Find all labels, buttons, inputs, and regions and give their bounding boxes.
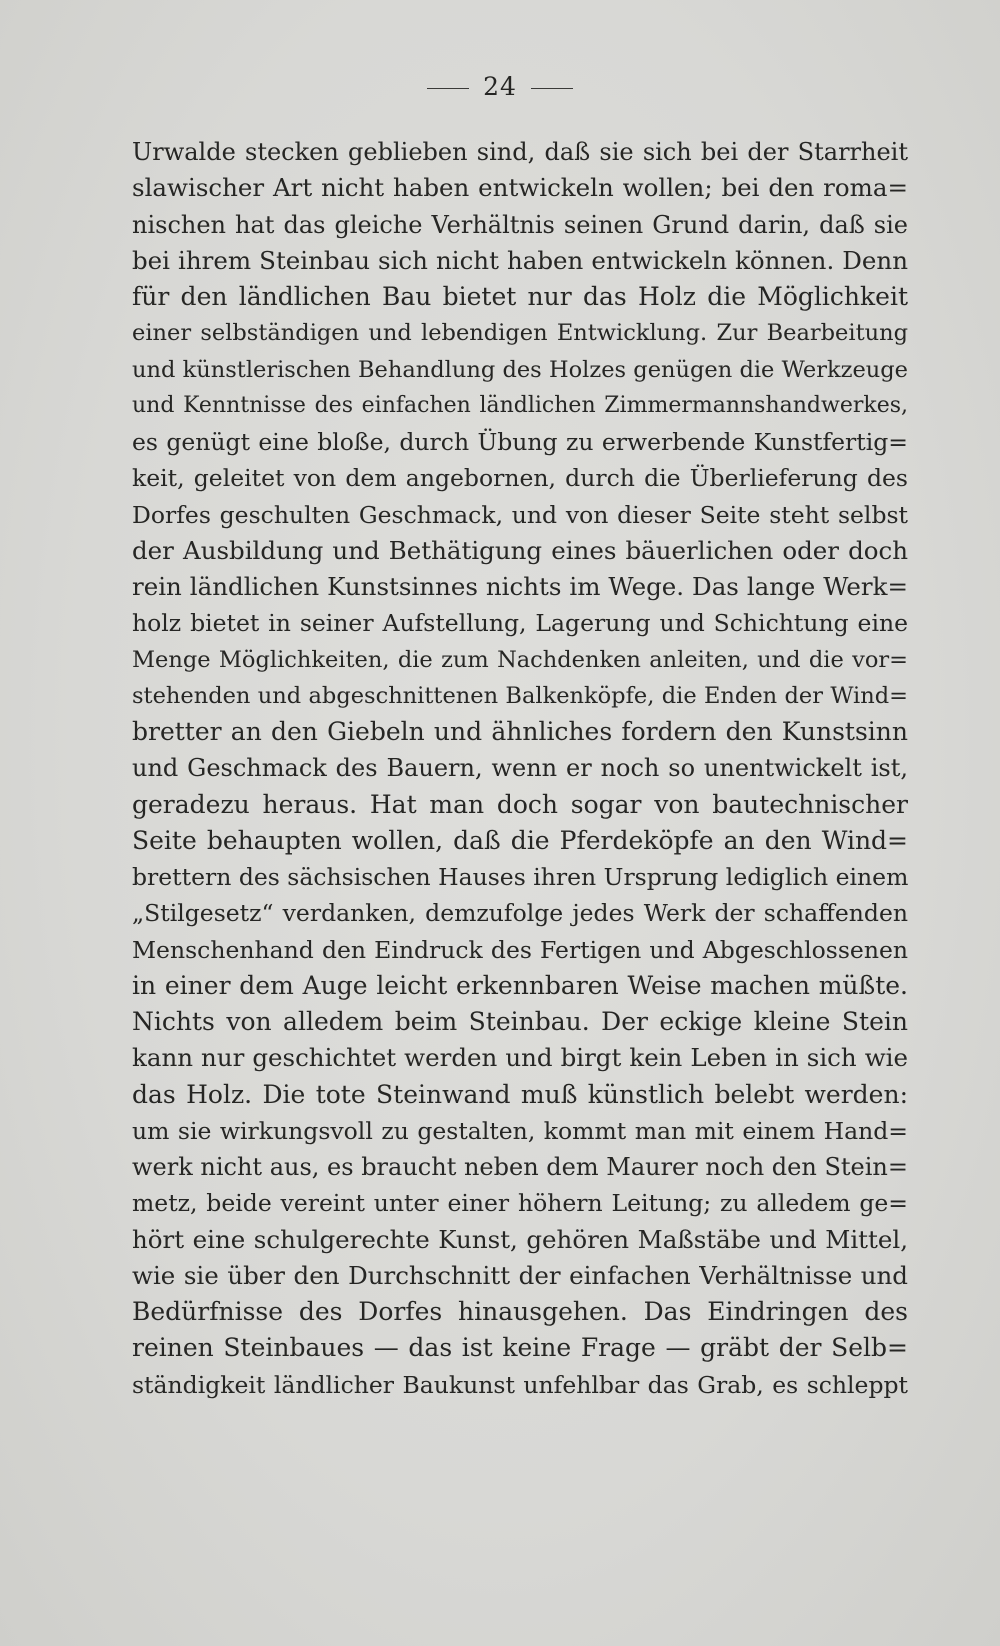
header-dash-left	[427, 88, 469, 89]
text-line: bei ihrem Steinbau sich nicht haben entwickeln können. Denn	[132, 245, 908, 275]
page-number: 24	[483, 72, 517, 101]
text-line: werk nicht aus, es braucht neben dem Maurer noch den Stein=	[132, 1153, 908, 1181]
text-line: für den ländlichen Bau bietet nur das Holz die Möglichkeit	[132, 282, 908, 311]
text-line: und Geschmack des Bauern, wenn er noch so unentwickelt ist,	[132, 754, 908, 783]
text-line: rein ländlichen Kunstsinnes nichts im Wege. Das lange Werk=	[132, 572, 908, 601]
text-line: keit, geleitet von dem angebornen, durch die Überlieferung des	[132, 464, 908, 493]
text-line: und künstlerischen Behandlung des Holzes genügen die Werkzeuge	[132, 356, 908, 383]
body-text	[132, 134, 908, 1403]
text-line: metz, beide vereint unter einer höhern Leitung; zu alledem ge=	[132, 1189, 908, 1218]
text-line: slawischer Art nicht haben entwickeln wollen; bei den roma=	[132, 173, 908, 203]
text-line: und Kenntnisse des einfachen ländlichen Zimmermannshandwerkes,	[132, 392, 908, 418]
text-line: es genügt eine bloße, durch Übung zu erwerbende Kunstfertig=	[132, 428, 908, 456]
text-line: wie sie über den Durchschnitt der einfachen Verhältnisse und	[132, 1260, 908, 1290]
header-dash-right	[531, 88, 573, 89]
text-line: Nichts von alledem beim Steinbau. Der eckige kleine Stein	[132, 1007, 908, 1036]
text-line: „Stilgesetz“ verdanken, demzufolge jedes Werk der schaffenden	[132, 899, 908, 928]
text-line: der Ausbildung und Bethätigung eines bäuerlichen oder doch	[132, 535, 908, 565]
text-line: brettern des sächsischen Hauses ihren Ursprung lediglich einem	[132, 863, 909, 891]
text-line: das Holz. Die tote Steinwand muß künstlich belebt werden:	[132, 1079, 908, 1109]
text-line: in einer dem Auge leicht erkennbaren Weise machen müßte.	[132, 970, 908, 1000]
text-line: nischen hat das gleiche Verhältnis seinen Grund darin, daß sie	[132, 210, 908, 239]
text-line: Seite behaupten wollen, daß die Pferdeköpfe an den Wind=	[132, 825, 908, 855]
text-line: bretter an den Giebeln und ähnliches fordern den Kunstsinn	[132, 717, 908, 746]
text-line: reinen Steinbaues — das ist keine Frage — gräbt der Selb=	[132, 1333, 908, 1363]
text-line: Dorfes geschulten Geschmack, und von dieser Seite steht selbst	[132, 500, 908, 529]
text-line: ständigkeit ländlicher Baukunst unfehlbar das Grab, es schleppt	[132, 1370, 908, 1399]
text-line: Menschenhand den Eindruck des Fertigen und Abgeschlossenen	[132, 935, 908, 964]
text-line: Menge Möglichkeiten, die zum Nachdenken anleiten, und die vor=	[132, 646, 908, 673]
text-line: geradezu heraus. Hat man doch sogar von bautechnischer	[132, 789, 908, 819]
text-line: Bedürfnisse des Dorfes hinausgehen. Das Eindringen des	[132, 1297, 908, 1326]
text-line: Urwalde stecken geblieben sind, daß sie sich bei der Starrheit	[132, 138, 908, 166]
page-header	[0, 72, 1000, 101]
text-line: stehenden und abgeschnittenen Balkenköpfe, die Enden der Wind=	[132, 682, 908, 709]
text-line: holz bietet in seiner Aufstellung, Lagerung und Schichtung eine	[132, 609, 908, 638]
text-line: hört eine schulgerechte Kunst, gehören Maßstäbe und Mittel,	[132, 1224, 908, 1254]
text-line: einer selbständigen und lebendigen Entwicklung. Zur Bearbeitung	[132, 320, 908, 347]
text-line: kann nur geschichtet werden und birgt kein Leben in sich wie	[132, 1043, 908, 1073]
text-line: um sie wirkungsvoll zu gestalten, kommt man mit einem Hand=	[132, 1116, 908, 1145]
